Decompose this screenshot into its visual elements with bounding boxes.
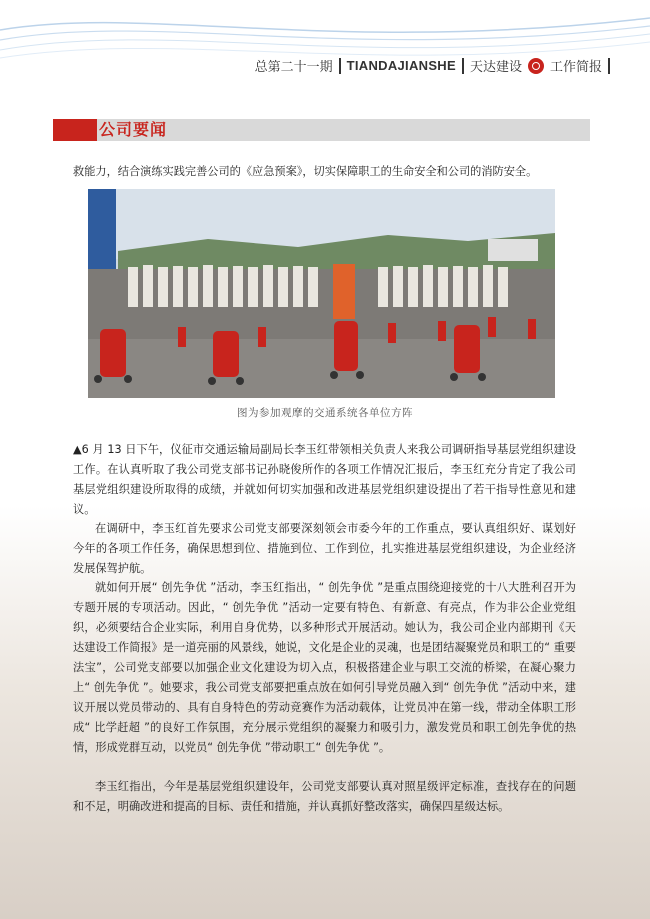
intro-paragraph: 救能力，结合演练实践完善公司的《应急预案》，切实保障职工的生命安全和公司的消防安全。 [73, 165, 538, 178]
company-logo-icon [528, 58, 544, 74]
publication-name: 工作简报 [549, 60, 602, 75]
brand-chinese: 天达建设 [469, 60, 522, 75]
header-divider [339, 58, 341, 74]
photo-caption: 图为参加观摩的交通系统各单位方阵 [237, 407, 413, 419]
paragraph-3: 就如何开展“ 创先争优 ”活动，李玉红指出，“ 创先争优 ”是重点围绕迎接党的十八大胜利召开为专题开展的专项活动。因此，“ 创先争优 ”活动一定要有特色、有新意、有亮点，作为非公企业党组织，必须要结合企业实际，利用自身优势，以多种形式开展活动。她认为，我公司企业内部期刊《天达建设工作简报》是一道亮丽的风景线，她说，文化是企业的灵魂，也是团结凝聚党员和职工的“ 重要法宝”，公司党支部要以加强企业文化建设为切入点，积极搭建企业与职工交流的桥梁，在凝心聚力上“ 创先争优 ”。她要求，我公司党支部要把重点放在如何引导党员融入到“ 创先争优 ”活动中来，建议开展以党员带动的、具有自身特色的劳动竞赛作为活动载体，让党员冲在第一线，带动全体职工形成“ 比学赶超 ”的良好工作氛围，充分展示党组织的凝聚力和吸引力，激发党员和职工创先争优的热情，形成党群互动，以党员“ 创先争优 ”带动职工“ 创先争优 ”。 [73, 581, 576, 754]
header-wave-decoration [0, 0, 650, 90]
event-photo [88, 189, 555, 398]
paragraph-4: 李玉红指出，今年是基层党组织建设年，公司党支部要认真对照星级评定标准，查找存在的问题和不足，明确改进和提高的目标、责任和措施，并认真抓好整改落实，确保四星级达标。 [73, 780, 576, 813]
page-header [255, 56, 610, 75]
header-divider [608, 58, 610, 74]
issue-number: 总第二十一期 [254, 60, 333, 75]
section-title: 公司要闻 [99, 120, 168, 139]
paragraph-2: 在调研中，李玉红首先要求公司党支部要深刻领会市委今年的工作重点，要认真组织好、谋划好今年的各项工作任务，确保思想到位、措施到位、工作到位，扎实推进基层党组织建设，为企业经济发展保驾护航。 [73, 522, 576, 575]
header-divider [462, 58, 464, 74]
paragraph-1: ▲6 月 13 日下午，仪征市交通运输局副局长李玉红带领相关负责人来我公司调研指导基层党组织建设工作。在认真听取了我公司党支部书记孙晓俊所作的各项工作情况汇报后，李玉红充分肯定了我公司基层党组织建设所取得的成绩，并就如何切实加强和改进基层党组织建设提出了若干指导性意见和建议。 [73, 443, 576, 516]
section-accent-block [53, 119, 97, 141]
brand-english: TIANDAJIANSHE [346, 58, 456, 73]
